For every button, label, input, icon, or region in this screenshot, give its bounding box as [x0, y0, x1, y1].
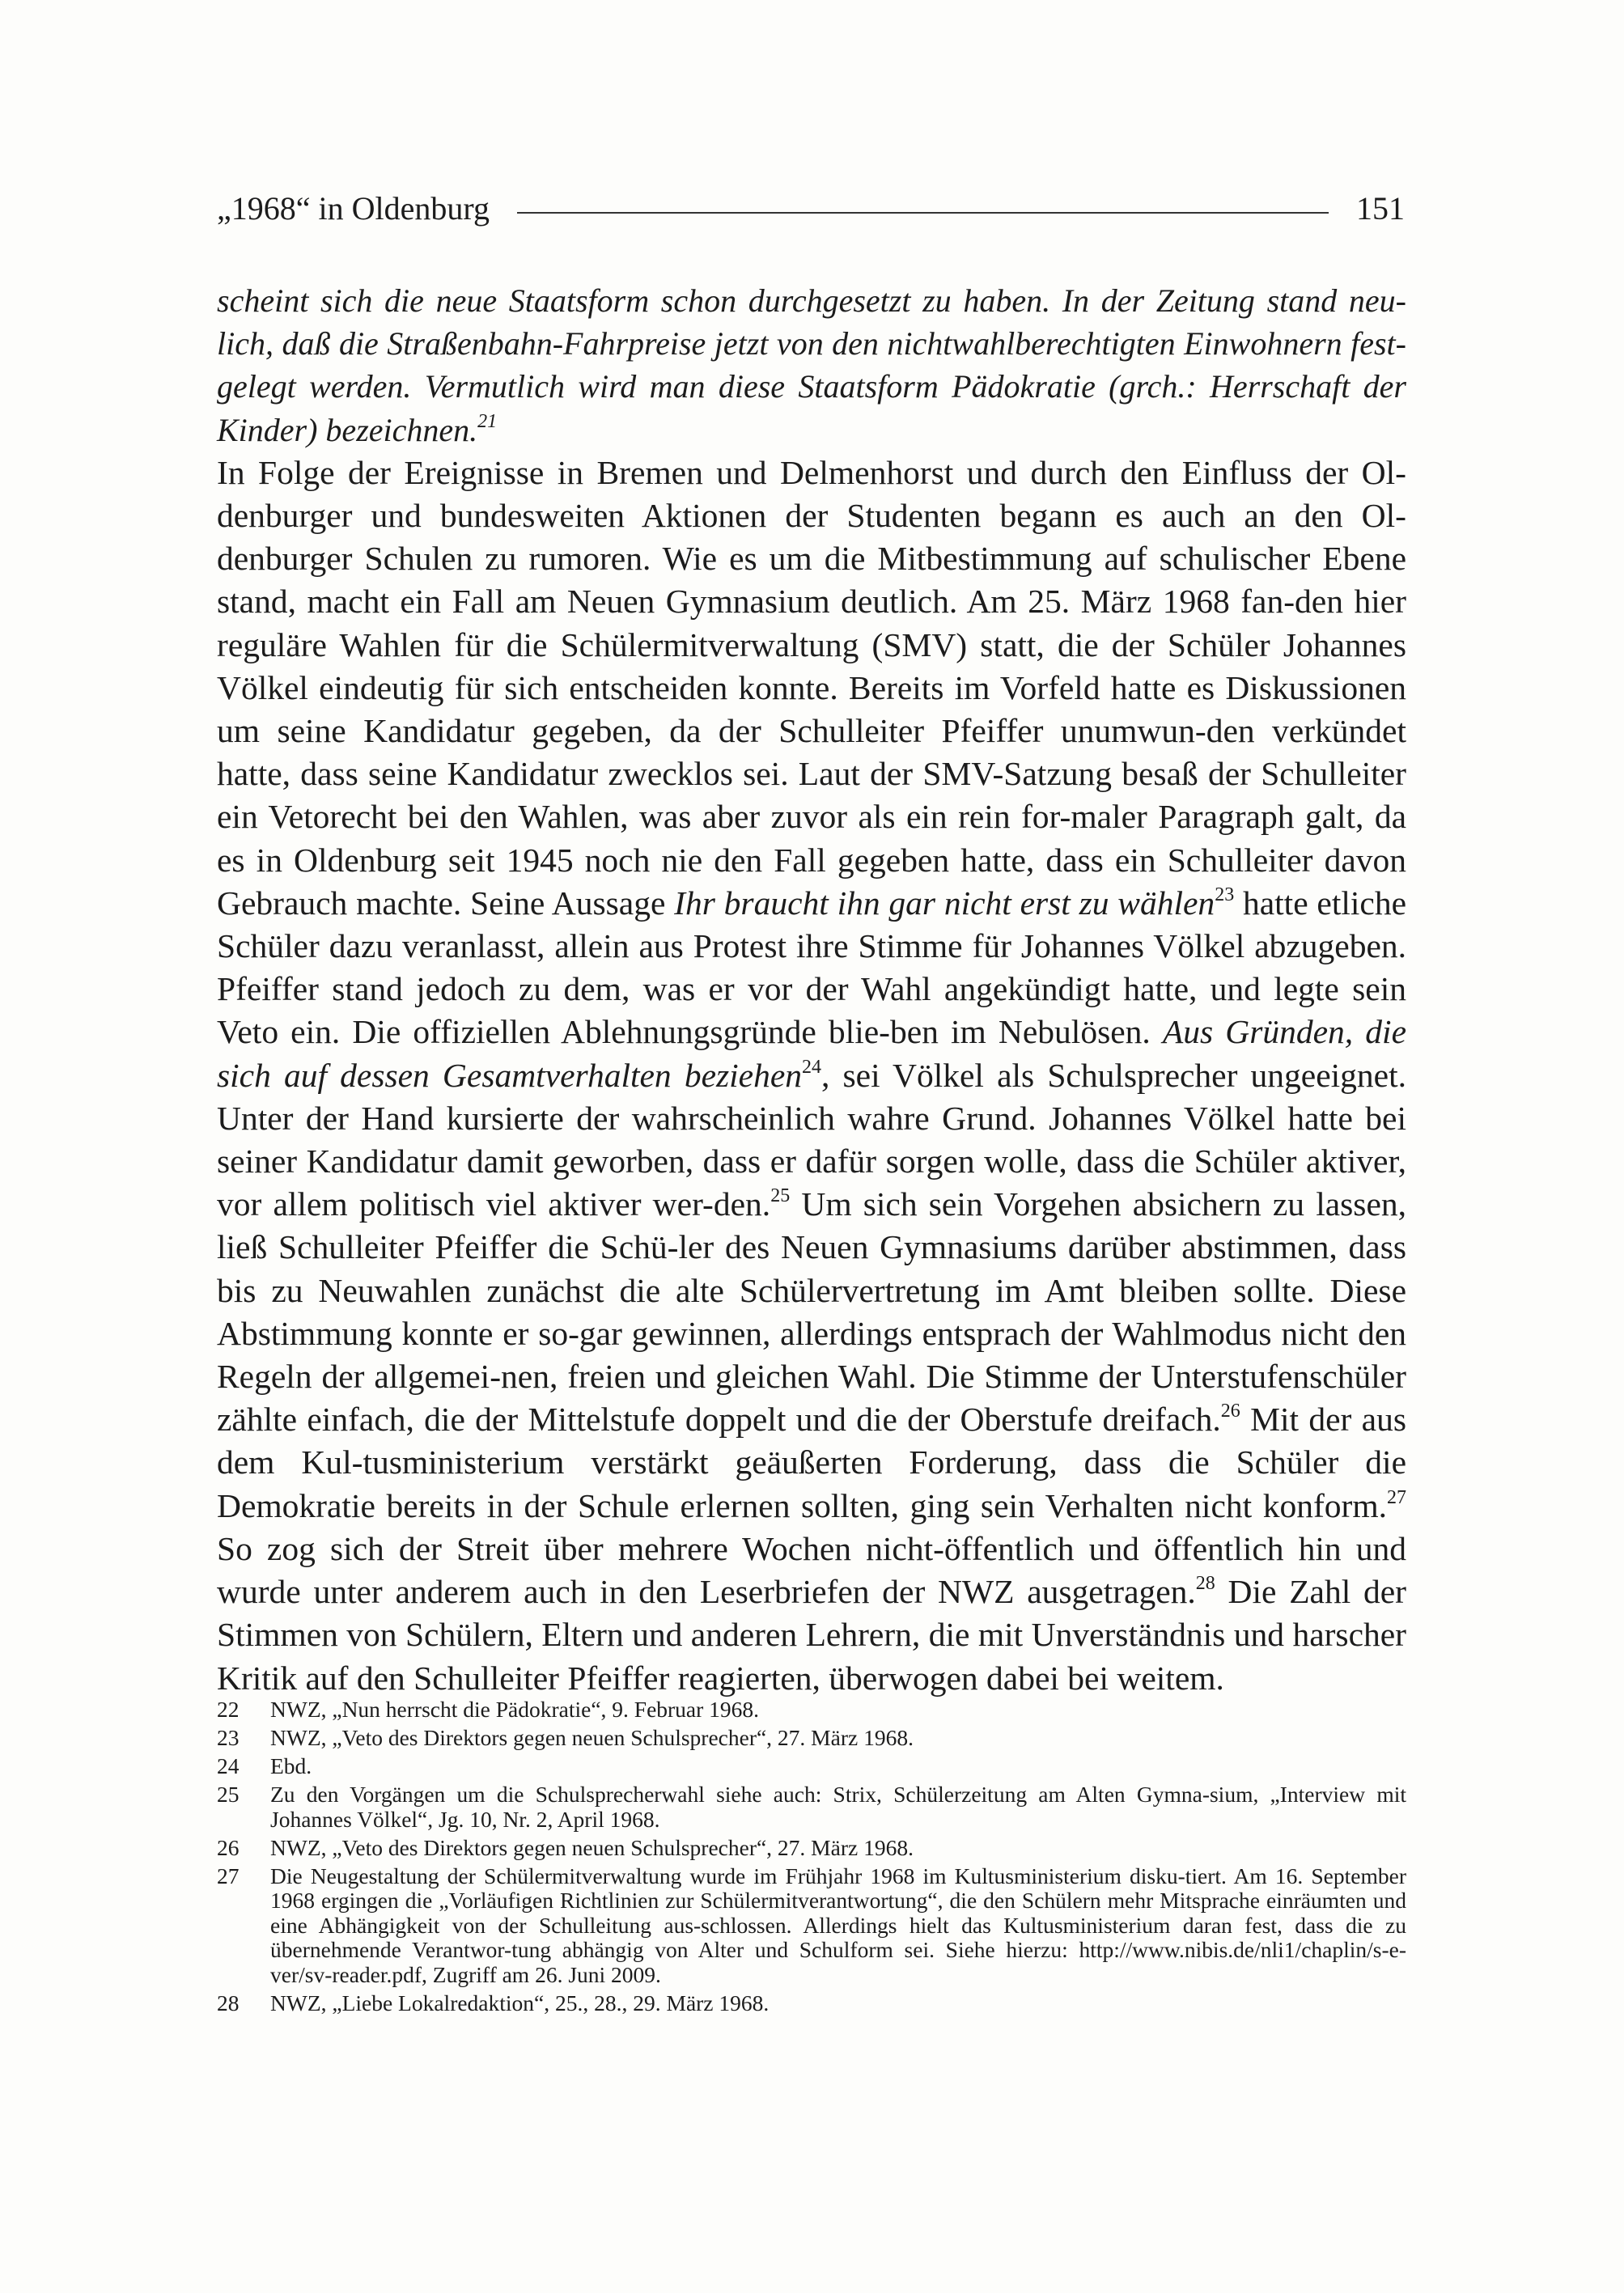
paragraph-text: Um sich sein Vorgehen absichern zu lassen, ließ Schulleiter Pfeiffer die Schü-ler des Neuen Gymnasiums darüber abstimmen, dass bis zu Neuwahlen zunächst die alte Schülervertretung im Amt bleiben sollte. Diese Abstimmung konnte er so-gar gewinnen, allerdings entsprach der Wahlmodus nicht den Regeln der allgemei-nen, freien und gleichen Wahl. Die Stimme der Unterstufenschüler zählte einfach, die der Mittelstufe doppelt und die der Oberstufe dreifach.: [217, 1185, 1407, 1439]
footnote-number: 26: [217, 1834, 240, 1860]
paragraph-text: Mit der aus dem Kul-tusministerium verstärkt geäußerten Forderung, dass die Schüler die Demokratie bereits in der Schule erlernen sollten, ging sein Verhalten nicht konform.: [217, 1401, 1406, 1524]
footnote: [217, 1782, 1406, 1832]
footnote-number: 24: [217, 1753, 240, 1778]
footnote-text: Die Neugestaltung der Schülermitverwaltung wurde im Frühjahr 1968 im Kultusministerium disku-tiert. Am 16. September 1968 ergingen die „Vorläufigen Richtlinien zur Schülermitverantwortung“, die den Schülern mehr Mitsprache einräumten und eine Abhängigkeit von der Schulleitung aus-schlossen. Allerdings hielt das Kultusministerium daran fest, dass die zu übernehmende Verantwor-tung abhängig von Alter und Schulform sei. Siehe hierzu: http://www.nibis.de/nli1/chaplin/s-e-ver/sv-reader.pdf, Zugriff am 26. Juni 2009.: [270, 1863, 1406, 1987]
footnote-ref-25: 25: [770, 1185, 791, 1207]
footnote: [217, 1864, 1406, 1988]
footnote-ref-28: 28: [1195, 1573, 1215, 1595]
footnotes: [217, 1697, 1406, 2020]
quote-text: scheint sich die neue Staatsform schon durchgesetzt zu haben. In der Zeitung stand neu-lich, daß die Straßenbahn-Fahrpreise jetzt von den nichtwahlberechtigten Einwohnern fest-gelegt werden. Vermutlich wird man diese Staatsform Pädokratie (grch.: Herrschaft der Kinder) bezeichnen.: [217, 282, 1406, 448]
page-number: 151: [1356, 190, 1405, 227]
running-title: „1968“ in Oldenburg: [217, 190, 490, 227]
running-header: [217, 176, 1405, 225]
footnote-text: Zu den Vorgängen um die Schulsprecherwahl siehe auch: Strix, Schülerzeitung am Alten Gymna-sium, „Interview mit Johannes Völkel“, Jg. 10, Nr. 2, April 1968.: [270, 1782, 1406, 1832]
footnote-text: NWZ, „Liebe Lokalredaktion“, 25., 28., 29. März 1968.: [270, 1990, 770, 2015]
main-paragraph: [217, 451, 1406, 1700]
paragraph-text: Die Zahl der Stimmen von Schülern, Eltern und anderen Lehrern, die mit Unverständnis und harscher Kritik auf den Schulleiter Pfeiffer reagierten, überwogen dabei bei weitem.: [217, 1573, 1406, 1697]
paragraph-text: In Folge der Ereignisse in Bremen und Delmenhorst und durch den Einfluss der Ol-denburger und bundesweiten Aktionen der Studenten begann es auch an den Ol-denburger Schulen zu rumoren. Wie es um die Mitbestimmung auf schulischer Ebene stand, macht ein Fall am Neuen Gymnasium deutlich. Am 25. März 1968 fan-den hier reguläre Wahlen für die Schülermitverwaltung (SMV) statt, die der Schüler Johannes Völkel eindeutig für sich entscheiden konnte. Bereits im Vorfeld hatte es Diskussionen um seine Kandidatur gegeben, da der Schulleiter Pfeiffer unumwun-den verkündet hatte, dass seine Kandidatur zwecklos sei. Laut der SMV-Satzung besaß der Schulleiter ein Vetorecht bei den Wahlen, was aber zuvor als ein rein for-maler Paragraph galt, da es in Oldenburg seit 1945 noch nie den Fall gegeben hatte, dass ein Schulleiter davon Gebrauch machte. Seine Aussage: [217, 453, 1406, 922]
footnote-number: 28: [217, 1990, 240, 2015]
footnote: [217, 1697, 1406, 1723]
footnote-ref-27: 27: [1387, 1486, 1406, 1508]
block-quote: [217, 279, 1406, 451]
footnote-number: 23: [217, 1725, 240, 1750]
footnote-text: NWZ, „Veto des Direktors gegen neuen Schulsprecher“, 27. März 1968.: [270, 1725, 914, 1750]
footnote: [217, 1754, 1406, 1779]
paragraph-text: So zog sich der Streit über mehrere Wochen nicht-öffentlich und öffentlich hin und wurde unter anderem auch in den Leserbriefen der NWZ ausgetragen.: [217, 1529, 1406, 1611]
footnote-text: NWZ, „Veto des Direktors gegen neuen Schulsprecher“, 27. März 1968.: [270, 1834, 914, 1860]
footnote-ref-21: 21: [477, 411, 498, 433]
footnote-ref-24: 24: [802, 1056, 822, 1078]
footnote-number: 22: [217, 1697, 240, 1722]
footnote: [217, 1991, 1406, 2016]
body-text: [217, 279, 1406, 1700]
footnote-ref-26: 26: [1220, 1401, 1240, 1422]
inline-quote: Aus Gründen, die sich auf dessen Gesamtverhalten beziehen: [217, 1013, 1406, 1094]
footnote: [217, 1836, 1406, 1861]
paragraph-text: , sei Völkel als Schulsprecher ungeeignet. Unter der Hand kursierte der wahrscheinlich wahre Grund. Johannes Völkel hatte bei seiner Kandidatur damit geworben, dass er dafür sorgen wolle, dass die Schüler aktiver, vor allem politisch viel aktiver wer-den.: [217, 1056, 1406, 1223]
footnote-text: NWZ, „Nun herrscht die Pädokratie“, 9. Februar 1968.: [270, 1697, 760, 1722]
header-rule: [517, 212, 1329, 214]
footnote-number: 27: [217, 1863, 240, 1888]
inline-quote: Ihr braucht ihn gar nicht erst zu wählen: [674, 884, 1215, 922]
footnote: [217, 1726, 1406, 1751]
footnote-ref-23: 23: [1215, 884, 1235, 906]
footnote-number: 25: [217, 1782, 240, 1807]
footnote-text: Ebd.: [270, 1753, 312, 1778]
paragraph-text: hatte etliche Schüler dazu veranlasst, allein aus Protest ihre Stimme für Johannes Völkel abzugeben. Pfeiffer stand jedoch zu dem, was er vor der Wahl angekündigt hatte, und legte sein Veto ein. Die offiziellen Ablehnungsgründe blie-ben im Nebulösen.: [217, 884, 1407, 1051]
